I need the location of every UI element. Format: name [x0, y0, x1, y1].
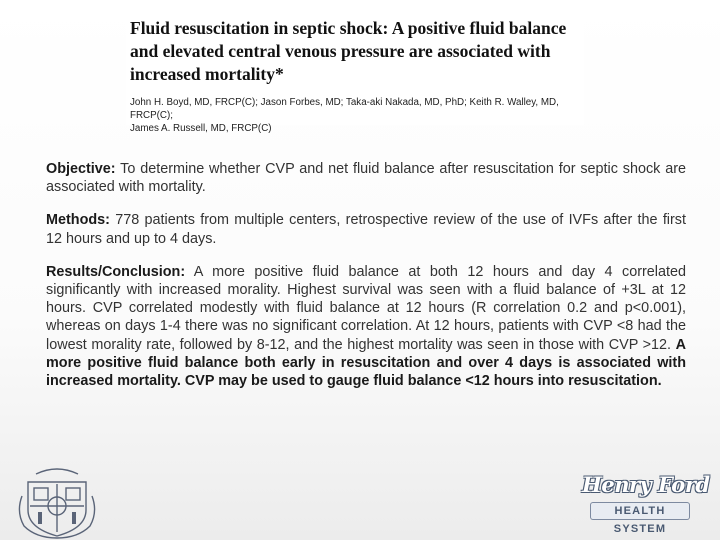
- henry-ford-crest-icon: [14, 466, 100, 540]
- conclusion-text: A more positive fluid balance both early in resuscitation and over 4 days is associated with increased mortality. CVP may be used to gauge fluid balance <12 hours into resuscitation.: [46, 336, 686, 390]
- logo-script-text: Henry Ford: [582, 472, 710, 497]
- methods-text: 778 patients from multiple centers, retrospective review of the use of IVFs after the first 12 hours and up to 4 days.: [46, 212, 686, 247]
- methods-label: Methods:: [46, 212, 110, 229]
- results-label: Results/Conclusion:: [46, 263, 186, 280]
- authors-line-2: James A. Russell, MD, FRCP(C): [130, 123, 272, 134]
- henry-ford-health-system-logo: [576, 472, 710, 535]
- article-header-image: [126, 13, 584, 134]
- methods-paragraph: [46, 211, 686, 247]
- results-text: A more positive fluid balance at both 12 hours and day 4 correlated significantly with increased morality. Highest survival was seen with a fluid balance of +3L at 12 hours. CVP correlated modestly with fluid balance at 12 hours (R correlation 0.2 and p<0.001), whereas on days 1-4 there was no significant correlation. At 12 hours, patients with CVP <8 had the lowest morality rate, followed by 8-12, and the highest mortality was seen in those with CVP >12.: [46, 263, 686, 353]
- paper-authors: [130, 96, 578, 135]
- summary-body: [46, 160, 686, 390]
- results-paragraph: [46, 263, 686, 390]
- objective-paragraph: [46, 160, 686, 196]
- authors-line-1: John H. Boyd, MD, FRCP(C); Jason Forbes, MD; Taka-aki Nakada, MD, PhD; Keith R. Walley, MD, FRCP(C);: [130, 97, 559, 121]
- paper-title: Fluid resuscitation in septic shock: A positive fluid balance and elevated central venous pressure are associated with increased mortality*: [130, 18, 567, 84]
- objective-text: To determine whether CVP and net fluid balance after resuscitation for septic shock are associated with mortality.: [46, 161, 686, 196]
- objective-label: Objective:: [46, 161, 116, 177]
- logo-tagline: HEALTH SYSTEM: [590, 502, 690, 520]
